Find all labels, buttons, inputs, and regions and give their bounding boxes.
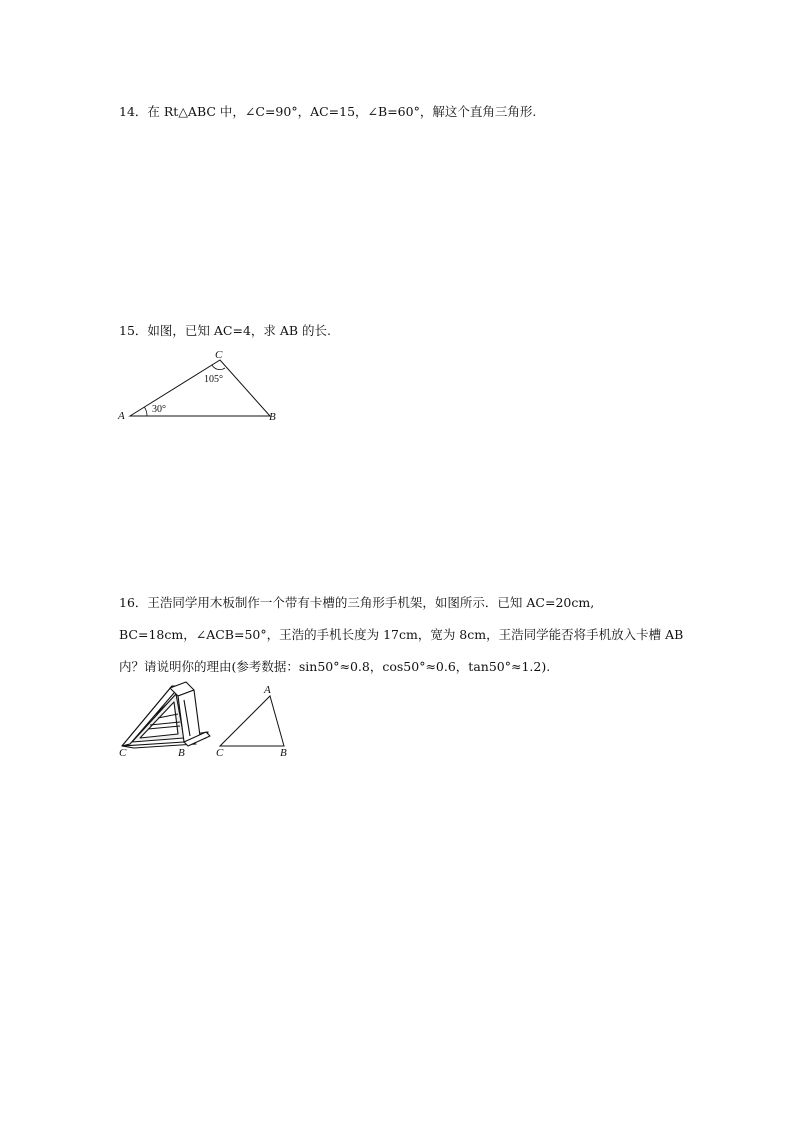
question-15 — [119, 323, 331, 339]
triangle-figure-16 — [212, 682, 302, 762]
question-14 — [119, 104, 536, 120]
question-14-text: 14．在 Rt△ABC 中，∠C=90°，AC=15，∠B=60°，解这个直角三角形. — [119, 104, 537, 119]
label-a: A — [118, 410, 125, 422]
label-b: B — [269, 411, 276, 423]
question-16-line-1: 16．王浩同学用木板制作一个带有卡槽的三角形手机架，如图所示．已知 AC=20cm, — [119, 595, 595, 610]
angle-c-arc — [212, 365, 225, 370]
triangle-acb — [220, 696, 284, 746]
angle-a-label: 30° — [152, 404, 166, 415]
triangle-figure-15 — [114, 348, 284, 428]
triangle-abc — [130, 360, 270, 416]
triangle-label-c: C — [216, 747, 224, 759]
phone-stand-figure — [114, 680, 214, 760]
question-16 — [119, 595, 683, 675]
stand-label-c: C — [119, 747, 127, 759]
triangle-label-a: A — [264, 684, 271, 696]
stand-label-b: B — [178, 747, 185, 759]
triangle-label-b: B — [280, 747, 287, 759]
question-16-line-2: BC=18cm，∠ACB=50°，王浩的手机长度为 17cm，宽为 8cm，王浩同学能否将手机放入卡槽 AB — [119, 627, 684, 642]
angle-a-arc — [144, 407, 147, 416]
angle-c-label: 105° — [204, 374, 223, 385]
question-16-line-3: 内？请说明你的理由(参考数据：sin50°≈0.8，cos50°≈0.6，tan50°≈1.2). — [119, 659, 551, 674]
label-c: C — [215, 349, 223, 361]
question-15-text: 15．如图，已知 AC=4，求 AB 的长. — [119, 323, 332, 338]
